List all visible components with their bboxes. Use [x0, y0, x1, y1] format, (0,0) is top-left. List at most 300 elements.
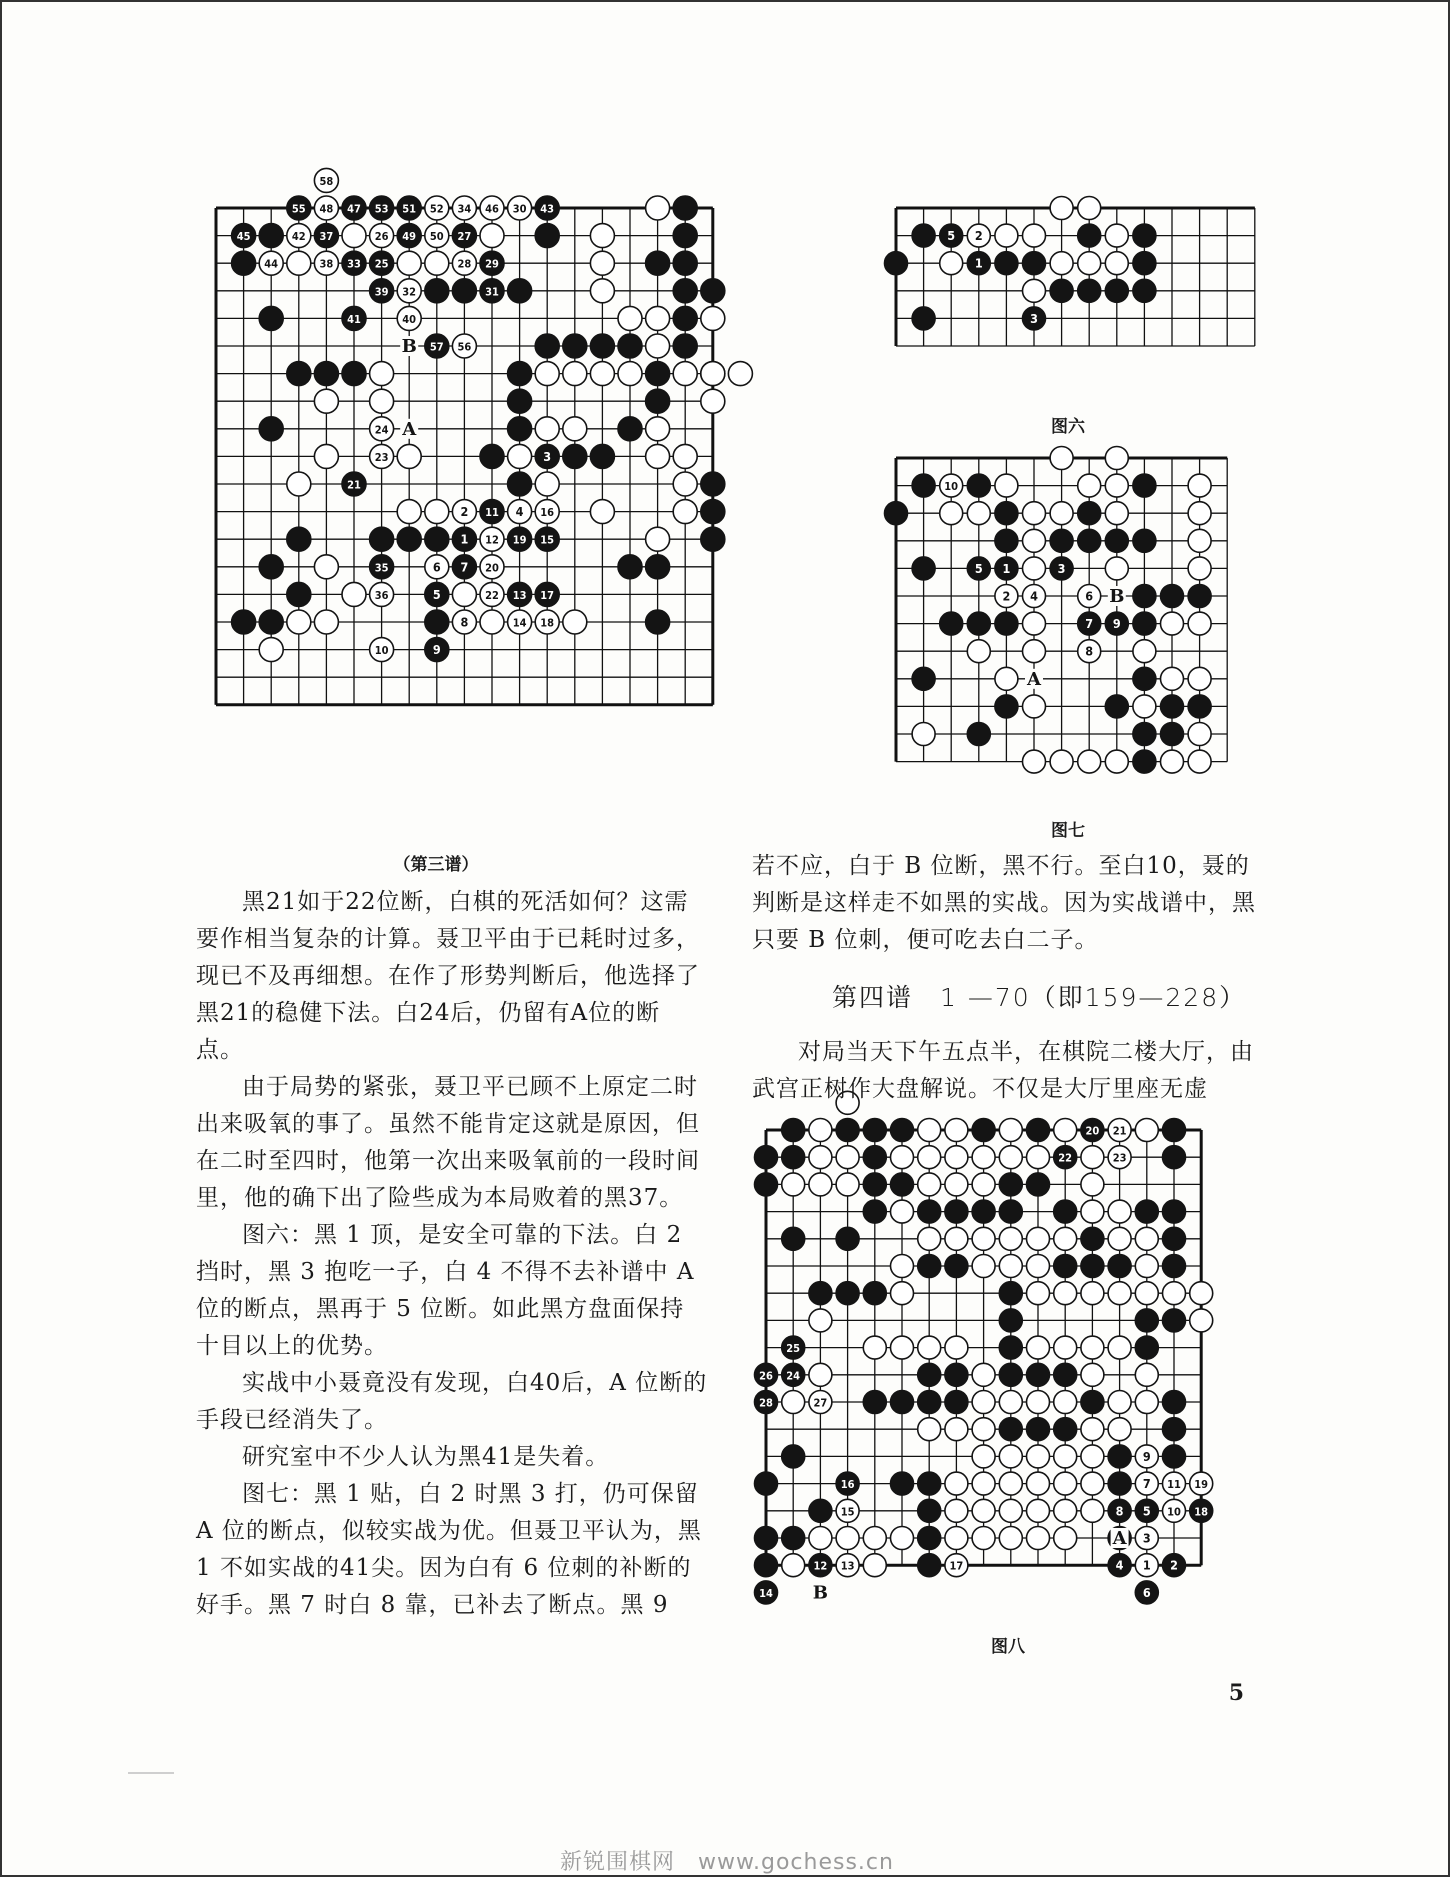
white-stone	[1188, 502, 1211, 525]
move-number: 41	[347, 312, 361, 326]
black-stone	[891, 1391, 914, 1414]
move-number: 55	[291, 202, 306, 216]
black-stone	[1023, 252, 1046, 275]
black-stone	[1078, 279, 1101, 302]
black-stone	[425, 279, 449, 303]
black-stone	[782, 1146, 805, 1169]
move-number: 3	[1057, 560, 1066, 576]
move-number: 21	[1112, 1124, 1127, 1138]
position-label: B	[401, 336, 417, 357]
paragraph: 图七：黑 1 贴，白 2 时黑 3 打，仍可保留 A 位的断点，似较实战为优。但聂卫平认为，黑 1 不如实战的41尖。因为白有 6 位刺的补断的好手。黑 7 时白 8 靠，已补去了断点。黑 9	[196, 1481, 702, 1618]
move-number: 45	[236, 230, 251, 244]
white-stone	[1105, 557, 1128, 580]
black-stone	[918, 1200, 941, 1223]
black-stone	[836, 1119, 859, 1142]
white-stone	[1054, 1336, 1077, 1359]
white-stone	[999, 1227, 1022, 1250]
move-number: 5	[947, 228, 956, 244]
black-stone	[673, 306, 697, 330]
black-stone	[535, 334, 559, 358]
white-stone	[918, 1227, 941, 1250]
white-stone	[1023, 224, 1046, 247]
white-stone	[314, 444, 338, 468]
white-stone	[590, 279, 614, 303]
white-stone	[314, 610, 338, 634]
white-stone	[967, 502, 990, 525]
paragraph: 对局当天下午五点半，在棋院二楼大厅，由武宫正树作大盘解说。不仅是大厅里座无虚	[752, 1039, 1254, 1102]
move-number: 31	[485, 285, 499, 299]
white-stone	[701, 362, 725, 386]
white-stone	[1054, 1119, 1077, 1142]
black-stone	[646, 389, 670, 413]
move-number: 19	[1194, 1478, 1209, 1492]
white-stone	[1054, 1499, 1077, 1522]
white-stone	[1027, 1527, 1050, 1550]
position-label: B	[1109, 586, 1125, 607]
white-stone	[397, 444, 421, 468]
white-stone	[590, 251, 614, 275]
white-stone	[918, 1336, 941, 1359]
white-stone	[342, 582, 366, 606]
black-stone	[701, 527, 725, 551]
black-stone	[863, 1173, 886, 1196]
white-stone	[1161, 612, 1184, 635]
diagram-caption-7: 图七	[1051, 821, 1085, 841]
white-stone	[1190, 1282, 1213, 1305]
white-stone	[1054, 1472, 1077, 1495]
white-stone	[728, 362, 752, 386]
white-stone	[1133, 695, 1156, 718]
black-stone	[1054, 1255, 1077, 1278]
black-stone	[755, 1146, 778, 1169]
move-number: 50	[429, 230, 444, 244]
white-stone	[425, 500, 449, 524]
black-stone	[259, 555, 283, 579]
black-stone	[782, 1445, 805, 1468]
white-stone	[590, 224, 614, 248]
black-stone	[287, 362, 311, 386]
move-number: 51	[402, 202, 417, 216]
black-stone	[618, 334, 642, 358]
black-stone	[1054, 1418, 1077, 1441]
go-diagram-figure-8	[759, 1110, 1272, 1620]
white-stone	[945, 1336, 968, 1359]
white-stone	[287, 610, 311, 634]
go-diagram-figure-6	[894, 188, 1274, 378]
black-stone	[995, 695, 1018, 718]
move-number: 27	[813, 1396, 828, 1410]
black-stone	[673, 279, 697, 303]
move-number: 2	[974, 228, 983, 244]
white-stone	[1081, 1146, 1104, 1169]
white-stone	[1023, 557, 1046, 580]
black-stone	[999, 1309, 1022, 1332]
white-stone	[1188, 529, 1211, 552]
white-stone	[508, 444, 532, 468]
white-stone	[563, 417, 587, 441]
move-number: 6	[432, 559, 441, 575]
black-stone	[1105, 529, 1128, 552]
black-stone	[1078, 224, 1101, 247]
black-stone	[1135, 1336, 1158, 1359]
page-number: 5	[1228, 1680, 1244, 1706]
white-stone	[425, 251, 449, 275]
black-stone	[342, 362, 366, 386]
black-stone	[1133, 224, 1156, 247]
white-stone	[1050, 502, 1073, 525]
white-stone	[891, 1527, 914, 1550]
diagram-caption-6: 图六	[1051, 417, 1085, 437]
move-number: 7	[1085, 616, 1094, 632]
black-stone	[1054, 1200, 1077, 1223]
move-number: 2	[1002, 588, 1011, 604]
black-stone	[701, 472, 725, 496]
white-stone	[999, 1391, 1022, 1414]
black-stone	[1163, 1119, 1186, 1142]
diagram-caption-3: （第三谱）	[393, 855, 479, 875]
move-number: 25	[786, 1342, 801, 1356]
black-stone	[1188, 585, 1211, 608]
move-number: 21	[347, 478, 361, 492]
white-stone	[1188, 723, 1211, 746]
move-number: 25	[374, 257, 389, 271]
paragraph: 黑21如于22位断，白棋的死活如何？这需要作相当复杂的计算。聂卫平由于已耗时过多，现已不及再细想。在作了形势判断后，他选择了黑21的稳健下法。白24后，仍留有A位的断点。	[196, 889, 700, 1063]
white-stone	[1105, 224, 1128, 247]
black-stone	[912, 307, 935, 330]
white-stone	[809, 1173, 832, 1196]
black-stone	[1133, 279, 1156, 302]
white-stone	[809, 1527, 832, 1550]
move-number: 28	[759, 1396, 773, 1410]
black-stone	[1163, 1418, 1186, 1441]
white-stone	[1054, 1282, 1077, 1305]
white-stone	[836, 1146, 859, 1169]
white-stone	[1054, 1527, 1077, 1550]
white-stone	[701, 306, 725, 330]
move-number: 23	[1112, 1151, 1127, 1165]
white-stone	[1023, 750, 1046, 773]
black-stone	[646, 555, 670, 579]
paragraph: 实战中小聂竟没有发现，白40后，A 位断的手段已经消失了。	[196, 1370, 708, 1433]
black-stone	[1133, 252, 1156, 275]
move-number: 18	[1194, 1505, 1209, 1519]
white-stone	[972, 1173, 995, 1196]
white-stone	[535, 362, 559, 386]
white-stone	[287, 251, 311, 275]
move-number: 16	[540, 506, 555, 520]
black-stone	[1108, 1472, 1131, 1495]
white-stone	[646, 306, 670, 330]
white-stone	[972, 1363, 995, 1386]
move-number: 9	[1112, 616, 1121, 632]
move-number: 17	[949, 1559, 964, 1573]
move-number: 10	[944, 480, 959, 494]
move-number: 56	[457, 340, 472, 354]
black-stone	[1188, 695, 1211, 718]
white-stone	[945, 1119, 968, 1142]
move-number: 37	[319, 230, 334, 244]
move-number: 8	[1115, 1503, 1124, 1519]
white-stone	[535, 417, 559, 441]
move-number: 7	[460, 559, 469, 575]
white-stone	[891, 1336, 914, 1359]
white-stone	[480, 224, 504, 248]
white-stone	[999, 1527, 1022, 1550]
white-stone	[863, 1527, 886, 1550]
white-stone	[646, 334, 670, 358]
black-stone	[1108, 1255, 1131, 1278]
white-stone	[701, 389, 725, 413]
white-stone	[1078, 252, 1101, 275]
white-stone	[1135, 1227, 1158, 1250]
black-stone	[967, 612, 990, 635]
black-stone	[945, 1391, 968, 1414]
black-stone	[999, 1282, 1022, 1305]
black-stone	[673, 196, 697, 220]
move-number: 1	[460, 531, 469, 547]
black-stone	[1133, 750, 1156, 773]
black-stone	[891, 1119, 914, 1142]
white-stone	[1188, 612, 1211, 635]
white-stone	[1081, 1282, 1104, 1305]
white-stone	[287, 472, 311, 496]
white-stone	[967, 640, 990, 663]
white-stone	[1105, 474, 1128, 497]
black-stone	[673, 334, 697, 358]
white-stone	[836, 1527, 859, 1550]
black-stone	[1081, 1255, 1104, 1278]
black-stone	[863, 1200, 886, 1223]
black-stone	[755, 1472, 778, 1495]
white-stone	[972, 1227, 995, 1250]
black-stone	[918, 1499, 941, 1522]
white-stone	[1081, 1418, 1104, 1441]
white-stone	[1108, 1200, 1131, 1223]
black-stone	[918, 1527, 941, 1550]
white-stone	[1023, 640, 1046, 663]
black-stone	[1078, 502, 1101, 525]
white-stone	[1027, 1336, 1050, 1359]
move-number: 40	[402, 312, 417, 326]
white-stone	[1135, 1363, 1158, 1386]
black-stone	[972, 1200, 995, 1223]
white-stone	[1081, 1173, 1104, 1196]
white-stone	[1105, 252, 1128, 275]
black-stone	[1027, 1119, 1050, 1142]
white-stone	[1027, 1391, 1050, 1414]
white-stone	[972, 1391, 995, 1414]
move-number: 23	[374, 450, 389, 464]
black-stone	[508, 362, 532, 386]
white-stone	[1027, 1445, 1050, 1468]
black-stone	[782, 1527, 805, 1550]
black-stone	[508, 472, 532, 496]
black-stone	[1161, 723, 1184, 746]
black-stone	[995, 529, 1018, 552]
white-stone	[1163, 1282, 1186, 1305]
move-number: 39	[374, 285, 389, 299]
right-text-top	[752, 848, 1264, 959]
black-stone	[836, 1282, 859, 1305]
black-stone	[809, 1282, 832, 1305]
move-number: 3	[1030, 310, 1038, 326]
black-stone	[1163, 1146, 1186, 1169]
black-stone	[999, 1336, 1022, 1359]
white-stone	[1078, 474, 1101, 497]
black-stone	[863, 1146, 886, 1169]
white-stone	[1078, 197, 1101, 220]
white-stone	[836, 1173, 859, 1196]
black-stone	[508, 389, 532, 413]
black-stone	[1133, 723, 1156, 746]
white-stone	[918, 1146, 941, 1169]
white-stone	[1027, 1499, 1050, 1522]
white-stone	[1188, 667, 1211, 690]
white-stone	[999, 1255, 1022, 1278]
black-stone	[232, 610, 256, 634]
white-stone	[535, 472, 559, 496]
black-stone	[885, 502, 908, 525]
black-stone	[1163, 1200, 1186, 1223]
black-stone	[563, 334, 587, 358]
black-stone	[673, 251, 697, 275]
move-number: 3	[543, 448, 552, 464]
white-stone	[891, 1282, 914, 1305]
move-number: 52	[429, 202, 444, 216]
black-stone	[999, 1418, 1022, 1441]
move-number: 12	[485, 533, 499, 547]
diagram-caption-8: 图八	[991, 1637, 1025, 1657]
section-title: 第四谱 1 —70（即159—228）	[832, 983, 1247, 1012]
black-stone	[1108, 1445, 1131, 1468]
black-stone	[940, 612, 963, 635]
move-number: 43	[540, 202, 555, 216]
black-stone	[863, 1282, 886, 1305]
move-number: 42	[291, 230, 306, 244]
move-number: 4	[1115, 1557, 1124, 1573]
move-number: 16	[840, 1478, 855, 1492]
white-stone	[1027, 1472, 1050, 1495]
white-stone	[452, 582, 476, 606]
black-stone	[1078, 529, 1101, 552]
white-stone	[1188, 474, 1211, 497]
move-number: 1	[974, 255, 983, 271]
white-stone	[1108, 1282, 1131, 1305]
move-number: 35	[374, 561, 389, 575]
white-stone	[1105, 447, 1128, 470]
black-stone	[618, 555, 642, 579]
move-number: 14	[512, 616, 527, 630]
black-stone	[1163, 1391, 1186, 1414]
white-stone	[1081, 1336, 1104, 1359]
move-number: 26	[759, 1369, 773, 1383]
black-stone	[945, 1200, 968, 1223]
paragraph: 若不应，白于 B 位断，黑不行。至白10，聂的判断是这样走不如黑的实战。因为实战谱中，黑只要 B 位刺，便可吃去白二子。	[752, 853, 1256, 953]
white-stone	[1023, 529, 1046, 552]
move-number: 2	[460, 504, 469, 520]
move-number: 22	[1058, 1151, 1073, 1165]
move-number: 12	[813, 1559, 828, 1573]
white-stone	[972, 1527, 995, 1550]
white-stone	[1161, 667, 1184, 690]
white-stone	[1081, 1499, 1104, 1522]
white-stone	[945, 1527, 968, 1550]
white-stone	[480, 610, 504, 634]
move-number: 8	[1085, 643, 1094, 659]
move-number: 46	[485, 202, 499, 216]
black-stone	[1135, 1309, 1158, 1332]
black-stone	[1133, 612, 1156, 635]
white-stone	[1050, 197, 1073, 220]
black-stone	[1133, 667, 1156, 690]
paragraph: 图六：黑 1 顶，是安全可靠的下法。白 2 挡时，黑 3 抱吃一子，白 4 不得不去补谱中 A 位的断点，黑再于 5 位断。如此黑方盘面保持十目以上的优势。	[196, 1222, 695, 1359]
white-stone	[1190, 1309, 1213, 1332]
move-number: 49	[402, 230, 417, 244]
white-stone	[370, 362, 394, 386]
black-stone	[995, 252, 1018, 275]
black-stone	[701, 500, 725, 524]
black-stone	[782, 1227, 805, 1250]
white-stone	[1054, 1227, 1077, 1250]
black-stone	[590, 444, 614, 468]
black-stone	[646, 362, 670, 386]
white-stone	[646, 196, 670, 220]
black-stone	[755, 1173, 778, 1196]
white-stone	[891, 1200, 914, 1223]
white-stone	[782, 1554, 805, 1577]
move-number: 34	[457, 202, 472, 216]
white-stone	[945, 1227, 968, 1250]
white-stone	[782, 1173, 805, 1196]
move-number: 24	[786, 1369, 801, 1383]
white-stone	[342, 224, 366, 248]
white-stone	[1023, 695, 1046, 718]
black-stone	[918, 1554, 941, 1577]
white-stone	[1081, 1472, 1104, 1495]
black-stone	[1105, 279, 1128, 302]
white-stone	[972, 1418, 995, 1441]
move-number: 2	[1170, 1557, 1178, 1573]
position-label: A	[1112, 1528, 1127, 1549]
white-stone	[999, 1146, 1022, 1169]
white-stone	[1050, 252, 1073, 275]
white-stone	[1054, 1445, 1077, 1468]
move-number: 32	[402, 285, 417, 299]
black-stone	[618, 417, 642, 441]
position-label: A	[402, 418, 417, 440]
move-number: 14	[759, 1586, 773, 1600]
white-stone	[618, 306, 642, 330]
move-number: 15	[840, 1505, 855, 1519]
white-stone	[912, 723, 935, 746]
white-stone	[863, 1336, 886, 1359]
black-stone	[287, 582, 311, 606]
move-number: 22	[485, 588, 499, 602]
black-stone	[972, 1119, 995, 1142]
black-stone	[370, 527, 394, 551]
black-stone	[259, 306, 283, 330]
black-stone	[863, 1119, 886, 1142]
black-stone	[755, 1554, 778, 1577]
black-stone	[232, 251, 256, 275]
black-stone	[397, 527, 421, 551]
white-stone	[1133, 640, 1156, 663]
white-stone	[918, 1119, 941, 1142]
move-number: 24	[374, 423, 389, 437]
white-stone	[891, 1255, 914, 1278]
black-stone	[1027, 1173, 1050, 1196]
black-stone	[995, 502, 1018, 525]
